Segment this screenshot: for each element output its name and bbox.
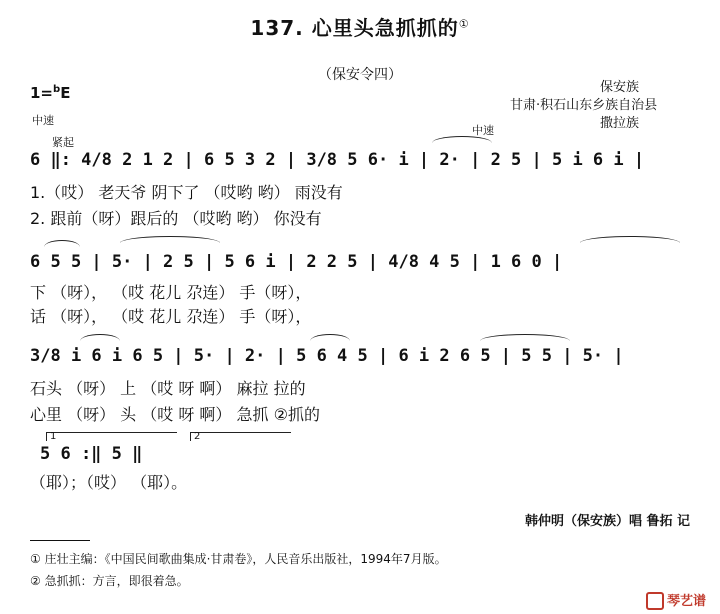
lyric-line-2-verse-2: 话 （呀）， （哎 花儿 尕连） 手（呀），	[30, 307, 312, 326]
footnote-1: ① 庄壮主编：《中国民间歌曲集成·甘肃卷》，人民音乐出版社，1994年7月版。	[30, 552, 447, 566]
volta-2-number: 2	[194, 431, 201, 442]
region-label: 甘肃·积石山东乡族自治县	[510, 98, 658, 113]
slur-mark	[580, 236, 680, 243]
slur-mark	[432, 136, 492, 143]
performer-credit: 韩仲明（保安族）唱 鲁拓 记	[524, 514, 690, 529]
volta-1	[46, 432, 177, 441]
title-text: 137. 心里头急抓抓的	[250, 16, 459, 40]
subtitle: （保安令四）	[318, 67, 402, 83]
watermark-logo	[646, 590, 706, 611]
slur-mark	[310, 334, 350, 341]
notation-line-4: 5 6 :‖ 5 ‖	[40, 444, 143, 464]
lyric-line-3-verse-2: 心里 （呀） 头 （哎 呀 啊） 急抓 ②抓的	[30, 405, 320, 424]
logo-icon	[646, 592, 664, 610]
ethnicity-label: 保安族	[600, 80, 640, 95]
key-signature	[30, 84, 70, 102]
lyric-line-1-verse-2: 2. 跟前（呀）跟后的 （哎哟 哟） 你没有	[30, 209, 322, 228]
tempo-marking-2: 紧起	[52, 136, 74, 149]
tempo-marking-3: 中速	[472, 124, 494, 137]
lyric-line-4: （耶）；（哎） （耶）。	[30, 473, 188, 492]
slur-mark	[80, 334, 120, 341]
lyric-line-1-verse-1: 1.（哎） 老天爷 阴下了 （哎哟 哟） 雨没有	[30, 183, 343, 202]
notation-line-3: 3/8 i 6 i 6 5 | 5· | 2· | 5 6 4 5 | 6 i 2 6 5 | 5 5 | 5· |	[30, 346, 624, 366]
ethnicity2-label: 撒拉族	[600, 116, 640, 131]
slur-mark	[44, 240, 80, 247]
tempo-marking-1: 中速	[32, 114, 54, 127]
watermark-text: 琴艺谱	[666, 593, 706, 609]
notation-line-2: 6 5 5 | 5· | 2 5 | 5 6 i | 2 2 5 | 4/8 4 5 | 1 6 0 |	[30, 252, 563, 272]
key-label: 1=	[30, 84, 54, 102]
title-footnote-mark: ①	[458, 17, 470, 31]
volta-2	[190, 432, 291, 441]
page-title	[0, 12, 720, 41]
lyric-line-2-verse-1: 下 （呀）， （哎 花儿 尕连） 手（呀），	[30, 283, 312, 302]
slur-mark	[480, 334, 570, 341]
footnote-divider	[30, 540, 90, 541]
key-flat: b	[53, 84, 61, 95]
footnote-2: ② 急抓抓：方言，即很着急。	[30, 574, 189, 588]
lyric-line-3-verse-1: 石头 （呀） 上 （哎 呀 啊） 麻拉 拉的	[30, 379, 306, 398]
key-note: E	[60, 84, 71, 102]
slur-mark	[120, 236, 220, 243]
volta-1-number: 1	[50, 431, 57, 442]
notation-line-1: 6 ‖: 4/8 2 1 2 | 6 5 3 2 | 3/8 5 6· i | 2· | 2 5 | 5 i 6 i |	[30, 150, 645, 170]
